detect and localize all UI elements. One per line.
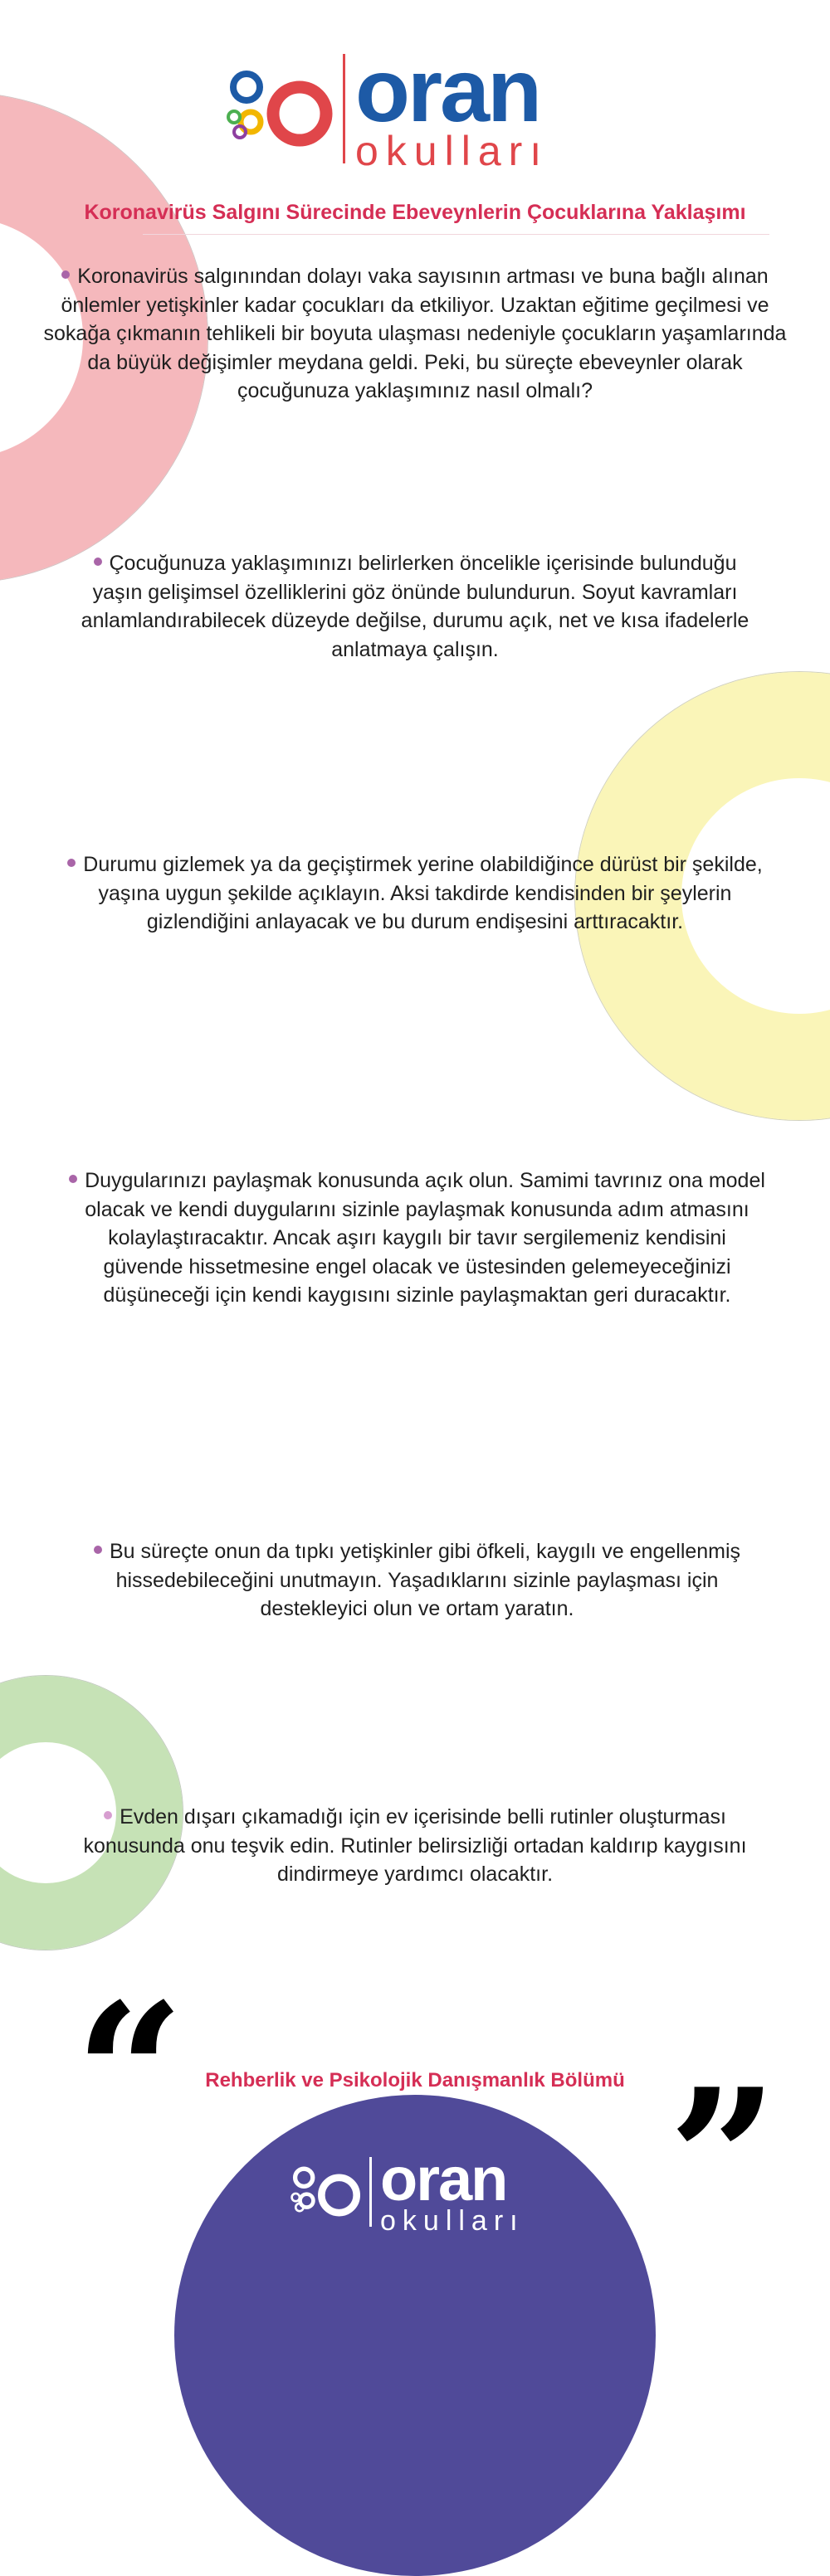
logo-wordmark: oran [380, 2145, 507, 2213]
logo-rings-icon [286, 2163, 361, 2221]
title-divider [143, 234, 769, 235]
bullet-icon [69, 1175, 77, 1183]
bullet-icon [61, 270, 70, 279]
page-title: Koronavirüs Salgını Sürecinde Ebeveynlerin Çocuklarına Yaklaşımı [84, 201, 746, 224]
footer-logo [286, 2145, 525, 2237]
paragraph-intro: Koronavirüs salgınından dolayı vaka sayısının artması ve buna bağlı alınan önlemler yetişkinler kadar çocukları da etkiliyor. Uzaktan eğitime geçilmesi ve sokağa çıkmanın tehlikeli bir boyuta ulaşması nedeniyle çocukların yaşamlarında da büyük değişimler meydana geldi. Peki, bu süreçte ebeveynler olarak çocuğunuza yaklaşımınız nasıl olmalı? [43, 265, 787, 402]
logo-divider [343, 54, 345, 163]
paragraph-supportive: Bu süreçte onun da tıpkı yetişkinler gibi öfkeli, kaygılı ve engellenmiş hissedebileceğini unutmayın. Yaşadıklarını sizinle paylaşması için destekleyici olun ve ortam yaratın. [62, 1537, 772, 1624]
paragraph-routines: Evden dışarı çıkamadığı için ev içerisinde belli rutinler oluşturması konusunda onu teşvik edin. Rutinler belirsizliği ortadan kaldırıp kaygısını dindirmeye yardımcı olacaktır. [83, 1805, 747, 1886]
bullet-icon [67, 859, 76, 867]
close-quote-icon: ” [668, 2064, 779, 2180]
paragraph-honesty: Durumu gizlemek ya da geçiştirmek yerine olabildiğince dürüst bir şekilde, yaşına uygun şekilde açıklayın. Aksi takdirde kendisinden bir şeylerin gizlendiğini anlayacak ve bu durum endişesini arttıracaktır. [66, 850, 764, 937]
bullet-icon [104, 1811, 112, 1819]
logo-subtitle: okulları [355, 128, 549, 174]
paragraph-sharing-feelings: Duygularınızı paylaşmak konusunda açık olun. Samimi tavrınız ona model olacak ve kendi duygularını sizinle paylaşmak konusunda adım atmasını kolaylaştıracaktır. Ancak aşırı kaygılı bir tavır sergilemeniz kendisini güvende hissetmesine engel olacak ve üstesinden gelemeyeceğinizi düşüneceği için kendi kaygısını sizinle paylaşmaktan geri duracaktır. [66, 1166, 768, 1310]
logo-subtitle: okulları [380, 2205, 525, 2237]
header-logo [220, 40, 549, 174]
bullet-icon [94, 558, 102, 566]
paragraph-developmental-stage: Çocuğunuza yaklaşımınızı belirlerken öncelikle içerisinde bulunduğu yaşın gelişimsel özelliklerini göz önünde bulundurun. Soyut kavramları anlamlandırabilecek düzeyde değilse, durumu açık, net ve kısa ifadelerle anlatmaya çalışın. [81, 552, 749, 661]
logo-rings-icon [220, 67, 333, 150]
logo-wordmark: oran [355, 40, 540, 140]
bullet-icon [94, 1546, 102, 1554]
open-quote-icon: “ [75, 1979, 185, 2095]
department-signature: Rehberlik ve Psikolojik Danışmanlık Bölümü [205, 2069, 625, 2091]
logo-divider [369, 2157, 372, 2227]
